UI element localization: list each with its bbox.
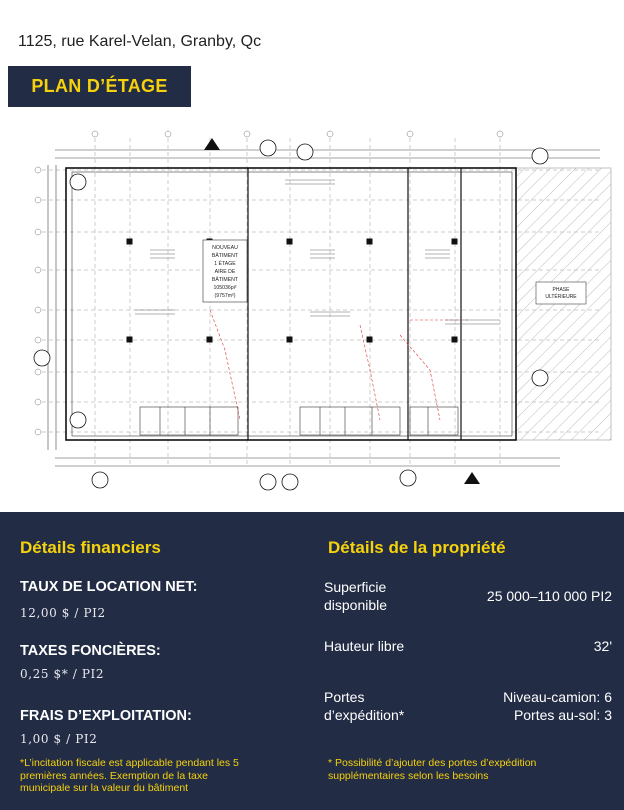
property-taxes-label: TAXES FONCIÈRES:	[20, 643, 161, 659]
available-area-label-line: disponible	[324, 597, 388, 613]
details-panel	[0, 512, 624, 810]
property-address: 1125, rue Karel-Velan, Granby, Qc	[18, 33, 262, 50]
financial-footnote-line: premières années. Exemption de la taxe	[20, 769, 208, 782]
property-footnote-line: supplémentaires selon les besoins	[328, 769, 489, 782]
financial-footnote-line: *L’incitation fiscale est applicable pendant les 5	[20, 757, 239, 769]
clear-height-value: 32'	[593, 638, 612, 654]
financial-footnote	[20, 757, 239, 795]
office-blocks	[140, 407, 458, 435]
section-markers	[34, 140, 548, 490]
phase-label-2: ULTÉRIEURE	[545, 294, 577, 300]
available-area-label-line: Superficie	[324, 579, 387, 595]
financial-footnote-line: municipale sur la valeur du bâtiment	[20, 782, 189, 794]
floor-plan-drawing	[0, 120, 624, 500]
building-note-3: 1 ÉTAGE	[214, 261, 236, 267]
building-note-2: BÂTIMENT	[211, 253, 239, 259]
shipping-doors-label	[324, 688, 404, 724]
operating-costs-label: FRAIS D’EXPLOITATION:	[20, 708, 192, 724]
dock-doors-value: Niveau-camion: 6	[503, 689, 612, 705]
building-outline	[66, 168, 516, 440]
clear-height-label: Hauteur libre	[324, 638, 405, 654]
grid-bubbles	[35, 131, 503, 435]
floor-plan-title: PLAN D’ÉTAGE	[31, 76, 168, 96]
plan-annotations	[135, 180, 500, 324]
unit-dividers	[248, 168, 461, 440]
building-note-6: 105036pi²	[213, 285, 237, 291]
property-footnote-line: * Possibilité d’ajouter des portes d’expédition	[328, 757, 537, 769]
floor-plan-banner	[8, 66, 191, 107]
financial-details-title: Détails financiers	[20, 538, 161, 557]
ground-doors-value: Portes au-sol: 3	[513, 707, 612, 723]
net-rent-value: 12,00 $ / PI2	[20, 606, 106, 620]
shipping-doors-values	[503, 688, 612, 724]
property-taxes-value: 0,25 $* / PI2	[20, 667, 105, 681]
property-footnote	[328, 757, 536, 782]
building-note-7: (9757m²)	[214, 293, 236, 299]
building-note-5: BÂTIMENT	[211, 277, 239, 283]
phase-label-1: PHASE	[552, 287, 570, 293]
building-note-4: AIRE DE	[214, 269, 236, 275]
operating-costs-value: 1,00 $ / PI2	[20, 732, 98, 746]
available-area-value: 25 000–110 000 PI2	[486, 588, 612, 604]
available-area-label	[324, 578, 387, 614]
red-dashed-lines	[210, 310, 470, 420]
building-note-1: NOUVEAU	[212, 245, 238, 251]
shipping-doors-label-line: Portes	[324, 689, 365, 705]
property-details-title: Détails de la propriété	[328, 538, 506, 557]
shipping-doors-label-line: d’expédition*	[324, 707, 405, 723]
net-rent-label: TAUX DE LOCATION NET:	[20, 579, 198, 595]
